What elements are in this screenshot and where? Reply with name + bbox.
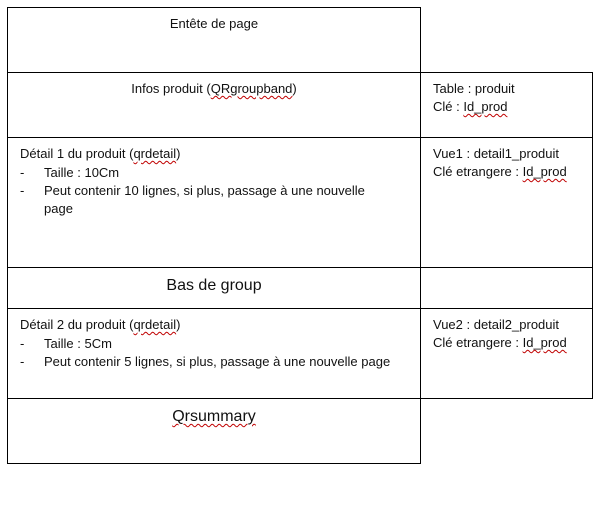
detail2-bullet-capacity: - Peut contenir 5 lignes, si plus, passage à une nouvelle page <box>20 354 391 369</box>
detail2-title-name: qrdetail <box>133 317 177 332</box>
group-footer-label: Bas de group <box>166 277 262 294</box>
detail2-view-line: Vue2 : detail2_produit <box>433 317 560 332</box>
detail2-title: Détail 2 du produit (qrdetail) <box>20 317 181 332</box>
detail2-bullet-list <box>20 335 390 371</box>
detail1-bullet-list <box>20 164 365 218</box>
groupband-name: QRgroupband <box>210 81 293 96</box>
detail2-fk-line: Clé etrangere : Id_prod <box>433 335 567 350</box>
detail1-view-line: Vue1 : detail1_produit <box>433 146 560 161</box>
detail2-bullet-size: - Taille : 5Cm <box>20 336 112 351</box>
summary-label: Qrsummary <box>172 408 256 425</box>
page-header-label: Entête de page <box>169 16 259 31</box>
groupband-key-value: Id_prod <box>463 99 508 114</box>
groupband-label: Infos produit (QRgroupband) <box>131 81 297 96</box>
detail1-title-name: qrdetail <box>133 146 177 161</box>
detail1-bullet-capacity: - Peut contenir 10 lignes, si plus, passage à une nouvelle page <box>20 183 365 216</box>
detail1-fk-value: Id_prod <box>522 164 567 179</box>
group-footer-right-cell <box>420 267 593 309</box>
detail1-title: Détail 1 du produit (qrdetail) <box>20 146 181 161</box>
groupband-key-line: Clé : Id_prod <box>433 99 508 114</box>
detail1-bullet-size: - Taille : 10Cm <box>20 165 120 180</box>
detail1-fk-line: Clé etrangere : Id_prod <box>433 164 567 179</box>
groupband-table-line: Table : produit <box>433 81 515 96</box>
detail2-fk-value: Id_prod <box>522 335 567 350</box>
